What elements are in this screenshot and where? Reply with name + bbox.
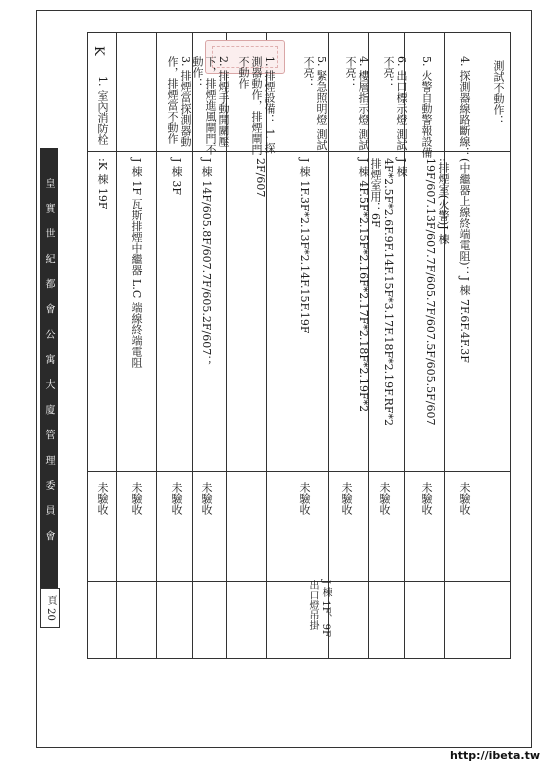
site-watermark: http://ibeta.tw xyxy=(449,749,540,762)
row-item: 5. 火警自動警報設備 xyxy=(420,56,433,158)
page-number-box xyxy=(40,588,60,628)
row-status: 未驗收 xyxy=(378,482,391,515)
row-location: J 棟 4F.5F*2.15F*2.16F*2.17F*2.18F*2.19F*2 xyxy=(357,158,370,413)
row-location: :排煙室(火警)J 棟 19F/607.13F/607.7F/605.7F/607.5F/605.5F/607 xyxy=(424,158,450,426)
row-location: 2F/607 xyxy=(254,158,267,198)
row-status: 未驗收 xyxy=(458,482,471,515)
row-status: 未驗收 xyxy=(200,482,213,515)
row-location: :K 棟 19F xyxy=(96,158,109,210)
row-item: 1. 室內消防栓 xyxy=(96,76,109,145)
row-item: 3. 排煙當探測器動作，排煙當不動作 xyxy=(166,56,192,147)
row-item: 1. 排煙設備： 1. 探測器動作，排煙閘門不動作 xyxy=(237,56,276,155)
row-item: 4. 樓層指示燈 測試不亮： xyxy=(344,56,370,151)
row-location: (中繼器上線終端電阻)：J 棟 7F.6F.4F.3F xyxy=(458,158,471,363)
row-status: 未驗收 xyxy=(96,482,109,515)
row-status: 未驗收 xyxy=(170,482,183,515)
row-location: J 棟 4F*2.5F*2.6F.9F.14F.15F*3.17F.18F*2.19F.RF*2 排煙室用：6F xyxy=(369,158,408,426)
row-location: J 棟 1F.3F*2.13F*2.14F.15F.19F xyxy=(298,158,311,334)
row-status: 未驗收 xyxy=(130,482,143,515)
page-number: 頁 20 xyxy=(45,595,56,621)
row-status: 未驗收 xyxy=(298,482,311,515)
row-location: J 棟 14F/605.8F/607.7F/605.2F/607； xyxy=(200,158,213,367)
row-location: J 棟 3F xyxy=(170,158,183,196)
title-bar xyxy=(40,148,58,588)
row-item: 5. 緊急照明燈 測試不亮： xyxy=(302,56,328,151)
document-title: 皇 實 世 紀 都 會 公 寓 大 廈 管 理 委 員 會 xyxy=(43,178,54,547)
row-item: 4. 探測器線路斷線： xyxy=(458,56,471,158)
row-status: 未驗收 xyxy=(420,482,433,515)
row-item: 6. 出口標示燈 測試不亮： xyxy=(382,56,408,151)
row-item: 2. 排煙手動開關壓下，排煙進風閘門不動作： xyxy=(191,56,230,155)
row-status: 未驗收 xyxy=(340,482,353,515)
row-remark: J 棟 1F、9F 出口燈吊掛 xyxy=(307,580,331,637)
section-letter: K xyxy=(91,46,106,56)
row-location: J 棟 1F 瓦斯排煙中繼器 L.C 端線終端電阻 xyxy=(130,158,143,368)
intro-text: 測試不動作： xyxy=(492,60,505,126)
